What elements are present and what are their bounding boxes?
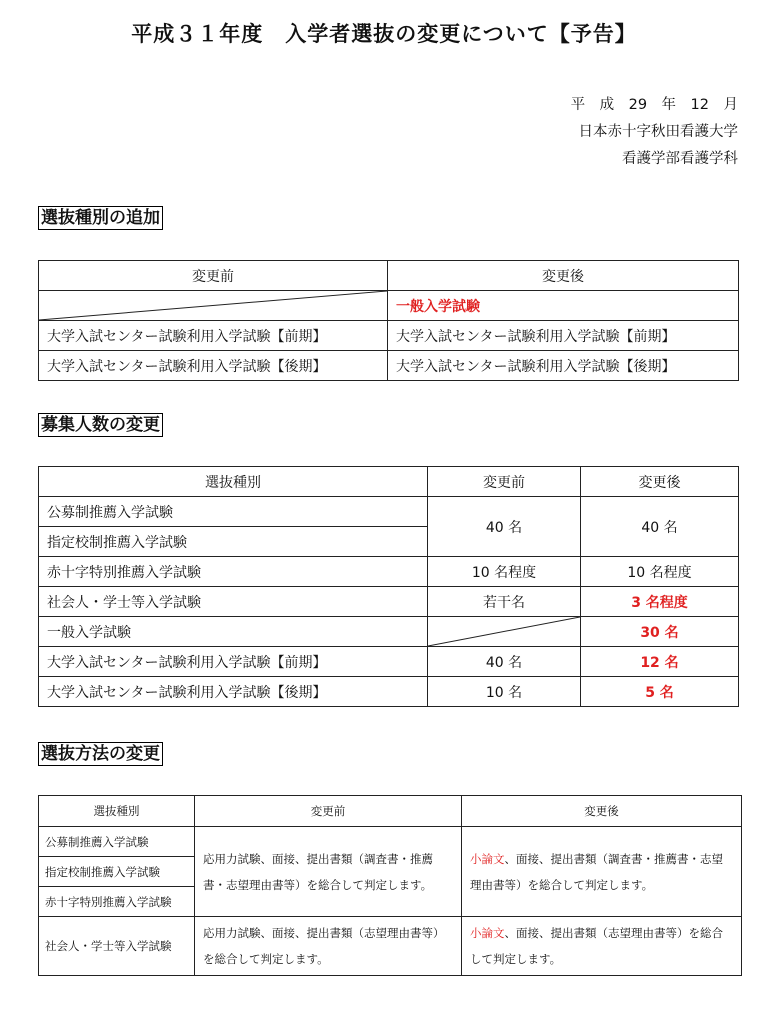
after-cell: 12 名 xyxy=(581,647,739,677)
empty-diagonal-cell xyxy=(428,617,581,647)
after-cell xyxy=(462,917,742,976)
after-cell: 大学入試センター試験利用入学試験【前期】 xyxy=(388,321,739,351)
after-text: 、面接、提出書類（調査書・推薦書・志望理由書等）を総合して判定します。 xyxy=(470,851,723,892)
table-row xyxy=(39,917,742,976)
header-after: 変更後 xyxy=(462,796,742,827)
diagonal-line xyxy=(39,291,387,320)
after-cell: 5 名 xyxy=(581,677,739,707)
after-cell: 3 名程度 xyxy=(581,587,739,617)
type-cell: 公募制推薦入学試験 xyxy=(39,827,195,857)
after-cell: 40 名 xyxy=(581,497,739,557)
table-header-row xyxy=(39,261,739,291)
type-addition-table xyxy=(38,260,739,381)
header-after: 変更後 xyxy=(581,467,739,497)
highlight-essay: 小論文 xyxy=(470,926,505,940)
before-cell: 大学入試センター試験利用入学試験【前期】 xyxy=(39,321,388,351)
after-cell: 大学入試センター試験利用入学試験【後期】 xyxy=(388,351,739,381)
type-cell: 赤十字特別推薦入学試験 xyxy=(39,887,195,917)
quota-table xyxy=(38,466,739,707)
table-row xyxy=(39,321,739,351)
before-cell: 大学入試センター試験利用入学試験【後期】 xyxy=(39,351,388,381)
table-row xyxy=(39,291,739,321)
added-type: 一般入学試験 xyxy=(388,291,739,321)
table-row xyxy=(39,497,739,527)
header-before: 変更前 xyxy=(428,467,581,497)
page-title: 平成３１年度 入学者選抜の変更について【予告】 xyxy=(131,22,637,46)
university-name: 日本赤十字秋田看護大学 xyxy=(578,124,738,140)
table-header-row xyxy=(39,467,739,497)
type-cell: 指定校制推薦入学試験 xyxy=(39,857,195,887)
document-meta xyxy=(571,92,738,173)
type-cell: 公募制推薦入学試験 xyxy=(39,497,428,527)
type-cell: 大学入試センター試験利用入学試験【前期】 xyxy=(39,647,428,677)
before-cell: 40 名 xyxy=(428,497,581,557)
header-after: 変更後 xyxy=(388,261,739,291)
type-cell: 大学入試センター試験利用入学試験【後期】 xyxy=(39,677,428,707)
before-cell: 応用力試験、面接、提出書類（志望理由書等）を総合して判定します。 xyxy=(195,917,462,976)
section-heading-method-change: 選抜方法の変更 xyxy=(38,742,163,766)
header-type: 選抜種別 xyxy=(39,796,195,827)
table-header-row xyxy=(39,796,742,827)
header-type: 選抜種別 xyxy=(39,467,428,497)
header-before: 変更前 xyxy=(195,796,462,827)
type-cell: 社会人・学士等入学試験 xyxy=(39,917,195,976)
after-text: 、面接、提出書類（志望理由書等）を総合して判定します。 xyxy=(470,926,723,966)
before-cell: 若干名 xyxy=(428,587,581,617)
header-before: 変更前 xyxy=(39,261,388,291)
type-cell: 指定校制推薦入学試験 xyxy=(39,527,428,557)
table-row xyxy=(39,827,742,857)
after-cell xyxy=(462,827,742,917)
table-row xyxy=(39,587,739,617)
table-row xyxy=(39,617,739,647)
type-cell: 赤十字特別推薦入学試験 xyxy=(39,557,428,587)
before-cell: 40 名 xyxy=(428,647,581,677)
department-name: 看護学部看護学科 xyxy=(622,151,738,167)
type-cell: 一般入学試験 xyxy=(39,617,428,647)
highlight-essay: 小論文 xyxy=(470,851,505,866)
after-cell: 30 名 xyxy=(581,617,739,647)
empty-diagonal-cell xyxy=(39,291,388,321)
diagonal-line xyxy=(428,617,580,646)
table-row xyxy=(39,647,739,677)
before-cell: 10 名程度 xyxy=(428,557,581,587)
before-cell: 応用力試験、面接、提出書類（調査書・推薦書・志望理由書等）を総合して判定します。 xyxy=(195,827,462,917)
method-table xyxy=(38,795,742,976)
issue-date: 平 成 29 年 12 月 xyxy=(570,97,738,113)
section-heading-type-addition: 選抜種別の追加 xyxy=(38,206,163,230)
table-row xyxy=(39,351,739,381)
table-row xyxy=(39,557,739,587)
after-cell: 10 名程度 xyxy=(581,557,739,587)
before-cell: 10 名 xyxy=(428,677,581,707)
section-heading-quota-change: 募集人数の変更 xyxy=(38,413,163,437)
table-row xyxy=(39,677,739,707)
type-cell: 社会人・学士等入学試験 xyxy=(39,587,428,617)
